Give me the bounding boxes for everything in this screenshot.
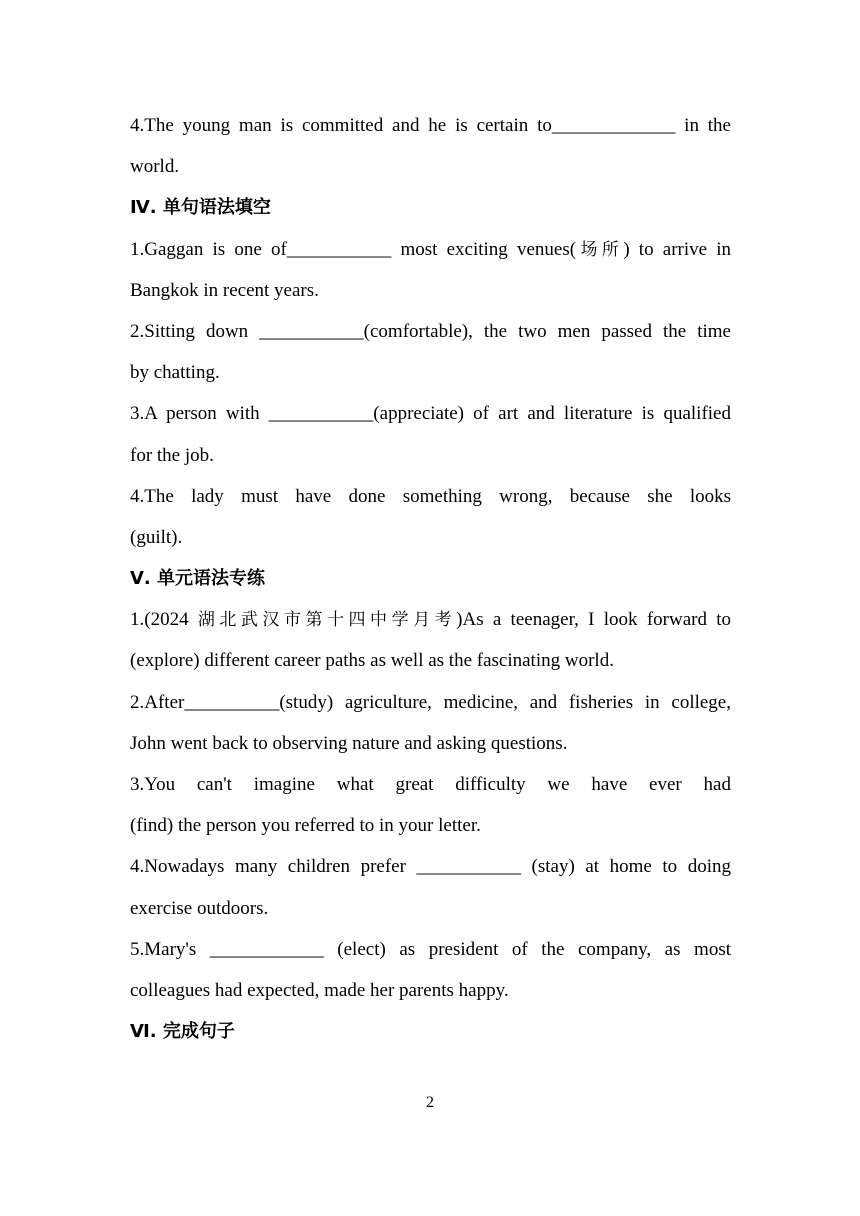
s4-q1-cjk: 场所: [576, 239, 624, 260]
s4-q2-line1: 2.Sitting down ___________(comfortable), the two men passed the time: [130, 320, 731, 342]
section-heading-6: Ⅵ. 完成句子: [130, 1021, 235, 1043]
s5-q4-line2: exercise outdoors.: [130, 897, 269, 919]
s4-q3-line1: 3.A person with ___________(appreciate) of art and literature is qualified: [130, 403, 731, 425]
s3-q4-line1: 4.The young man is committed and he is certain to_____________ in the: [130, 115, 731, 136]
section-heading-5: Ⅴ. 单元语法专练: [130, 568, 266, 590]
s4-q4-line1: 4.The lady must have done something wrong, because she looks: [130, 485, 731, 507]
s5-q3-line1: 3.You can't imagine what great difficulty we have ever had: [130, 774, 731, 795]
page-number: 2: [426, 1094, 434, 1111]
s3-q4-line2: world.: [130, 156, 180, 178]
s4-q1-line2: Bangkok in recent years.: [130, 279, 319, 301]
document-page: [130, 105, 731, 1052]
s5-q1-line2: (explore) different career paths as well as the fascinating world.: [130, 650, 614, 672]
s4-q2-line2: by chatting.: [130, 362, 220, 384]
s5-q2-line1: 2.After__________(study) agriculture, medicine, and fisheries in college,: [130, 691, 731, 713]
s5-q1-text-a: 1.(2024: [130, 609, 198, 631]
s4-q1-text-a: 1.Gaggan is one of___________ most exciting venues(: [130, 238, 577, 260]
s4-q1-text-b: ) to arrive in: [623, 238, 732, 260]
s5-q2-line2: John went back to observing nature and asking questions.: [130, 732, 568, 754]
s5-q4-line1: 4.Nowadays many children prefer ___________ (stay) at home to doing: [130, 856, 731, 878]
s4-q3-line2: for the job.: [130, 444, 214, 466]
s5-q3-line2: (find) the person you referred to in your letter.: [130, 815, 481, 837]
s4-q1-line1: [130, 229, 731, 270]
s5-q1-line1: [130, 599, 731, 640]
section-heading-4: Ⅳ. 单句语法填空: [130, 197, 271, 219]
s5-q5-line1: 5.Mary's ____________ (elect) as president of the company, as most: [130, 938, 731, 960]
s5-q1-text-b: )As a teenager, I look forward to: [456, 609, 732, 631]
s5-q1-cjk-source: 湖北武汉市第十四中学月考: [197, 610, 457, 631]
s4-q4-line2: (guilt).: [130, 526, 183, 548]
s5-q5-line2: colleagues had expected, made her parents happy.: [130, 979, 509, 1001]
